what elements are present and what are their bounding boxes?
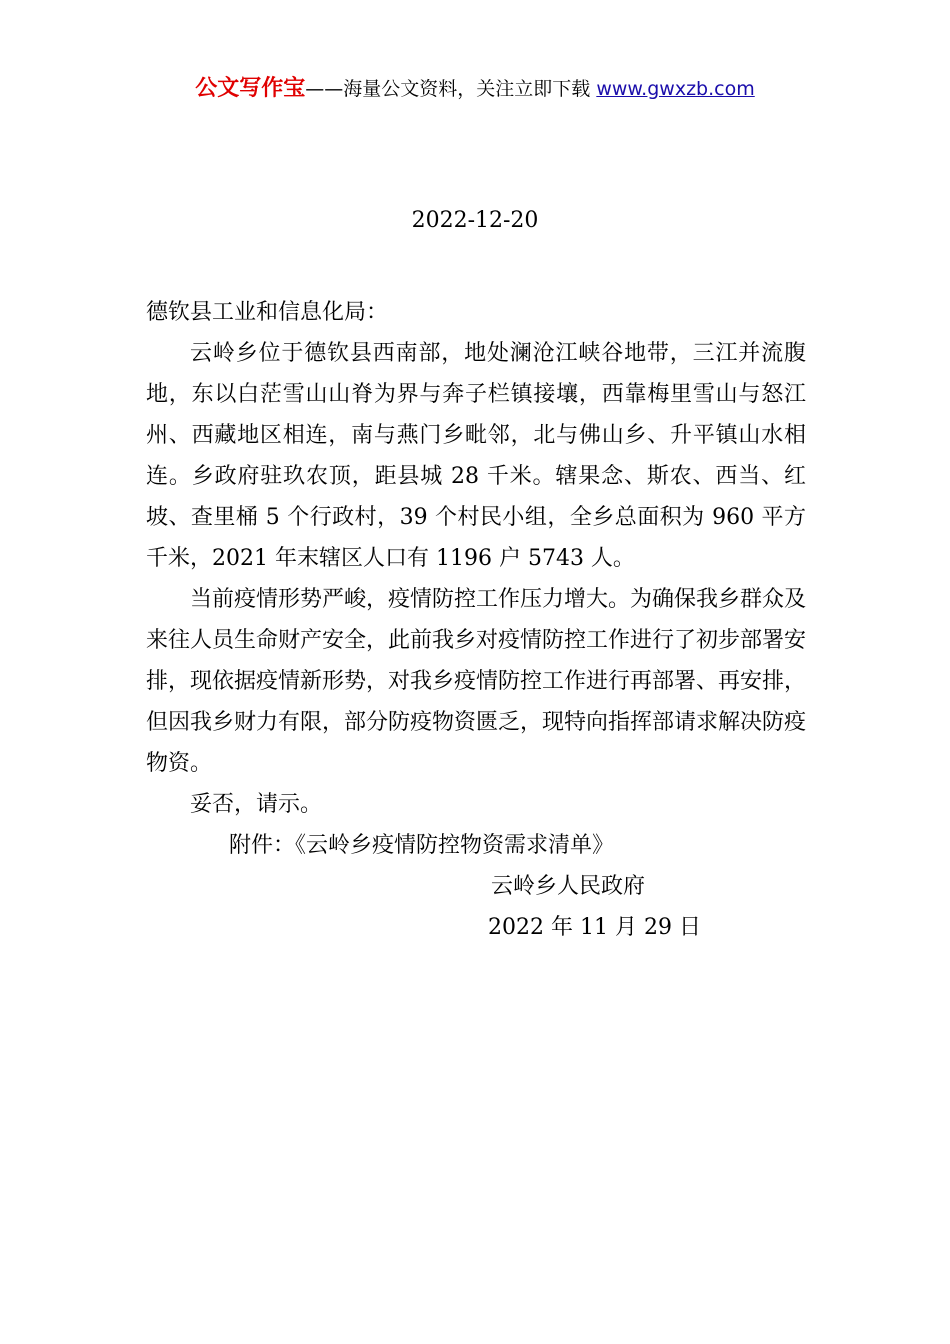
brand-name: 公文写作宝 (195, 76, 306, 101)
document-body (146, 292, 806, 948)
page-header (0, 74, 950, 104)
signature-org: 云岭乡人民政府 (491, 874, 646, 899)
paragraph-request: 当前疫情形势严峻，疫情防控工作压力增大。为确保我乡群众及来往人员生命财产安全，此前我乡对疫情防控工作进行了初步部署安排，现依据疫情新形势，对我乡疫情防控工作进行再部署、再安排，但因我乡财力有限，部分防疫物资匮乏，现特向指挥部请求解决防疫物资。 (146, 587, 807, 776)
salutation: 德钦县工业和信息化局： (146, 300, 389, 325)
attachment-line: 附件：《云岭乡疫情防控物资需求清单》 (229, 833, 615, 858)
header-link[interactable]: www.gwxzb.com (596, 78, 755, 100)
closing-line: 妥否，请示。 (190, 792, 323, 817)
paragraph-intro: 云岭乡位于德钦县西南部，地处澜沧江峡谷地带，三江并流腹地，东以白茫雪山山脊为界与奔子栏镇接壤，西靠梅里雪山与怒江州、西藏地区相连，南与燕门乡毗邻，北与佛山乡、升平镇山水相连。乡政府驻玖农顶，距县城 28 千米。辖果念、斯农、西当、红坡、查里桶 5 个行政村，39 个村民小组，全乡总面积为 960 平方千米，2021 年末辖区人口有 1196 户 5743 人。 (146, 341, 806, 571)
header-tagline: ——海量公文资料，关注立即下载 (305, 78, 597, 100)
signature-date: 2022 年 11 月 29 日 (488, 915, 701, 940)
document-date: 2022-12-20 (411, 208, 539, 233)
